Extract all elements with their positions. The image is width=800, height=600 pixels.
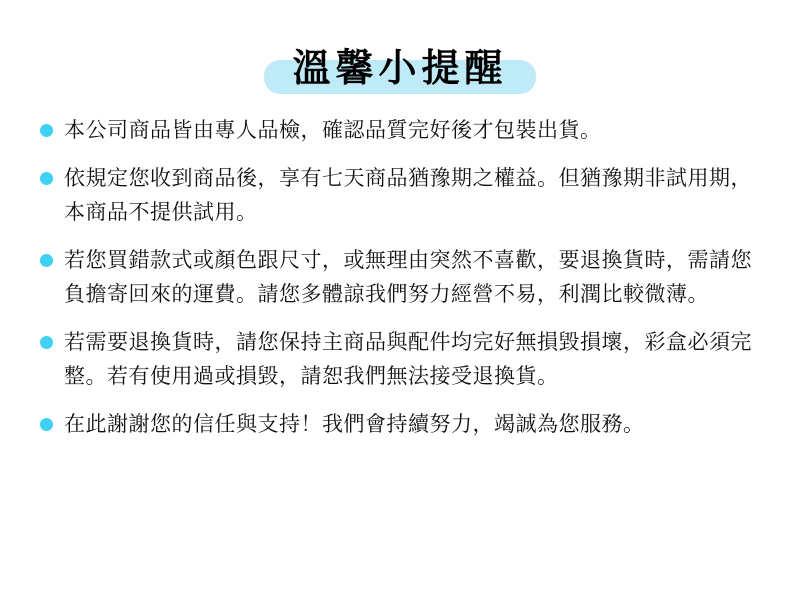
list-item [40, 244, 766, 312]
bullet-icon [40, 172, 53, 185]
list-item-text: 本公司商品皆由專人品檢，確認品質完好後才包裝出貨。 [64, 119, 602, 142]
page-title-text: 溫馨小提醒 [292, 48, 508, 90]
list-item [40, 408, 766, 442]
list-item [40, 326, 766, 394]
page-title-container [0, 0, 800, 114]
list-item-text: 在此謝謝您的信任與支持！我們會持續努力，竭誠為您服務。 [64, 413, 645, 437]
bullet-icon [40, 336, 53, 349]
list-item [40, 162, 766, 230]
bullet-icon [40, 254, 53, 267]
list-item-text: 依規定您收到商品後，享有七天商品猶豫期之權益。但猶豫期非試用期，本商品不提供試用。 [64, 167, 752, 225]
bullet-icon [40, 418, 53, 431]
list-item-text: 若需要退換貨時，請您保持主商品與配件均完好無損毀損壞，彩盒必須完整。若有使用過或損毀，請恕我們無法接受退換貨。 [64, 331, 752, 389]
list-item-text: 若您買錯款式或顏色跟尺寸，或無理由突然不喜歡，要退換貨時，需請您負擔寄回來的運費。請您多體諒我們努力經營不易，利潤比較微薄。 [64, 249, 752, 307]
list-item [40, 114, 766, 148]
bullet-icon [40, 124, 53, 137]
notice-list [0, 114, 800, 442]
page-title [264, 44, 535, 96]
